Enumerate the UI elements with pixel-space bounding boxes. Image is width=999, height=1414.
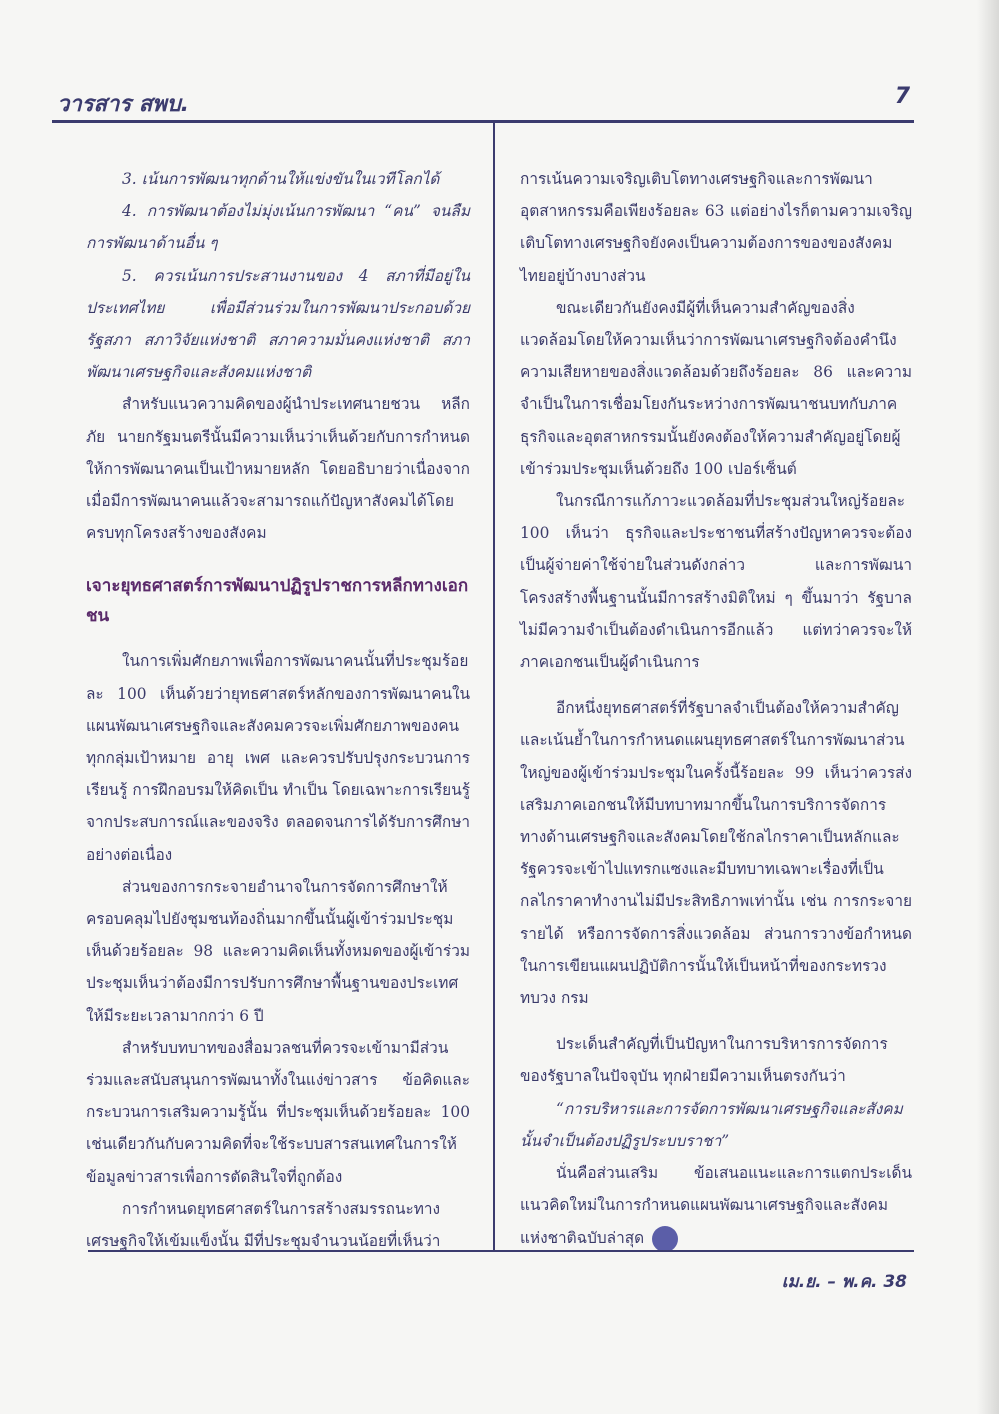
journal-title: วารสาร สพบ. bbox=[57, 92, 190, 117]
closing-paragraph bbox=[520, 1157, 912, 1254]
column-divider bbox=[493, 120, 495, 1250]
list-item: 4. การพัฒนาต้องไม่มุ่งเน้นการพัฒนา “คน” จนลืมการพัฒนาด้านอื่น ๆ bbox=[86, 202, 470, 253]
paragraph: ส่วนของการกระจายอำนาจในการจัดการศึกษาให้ครอบคลุมไปยังชุมชนท้องถิ่นมากขึ้นนั้นผู้เข้าร่วมประชุมเห็นด้วยร้อยละ 98 และความคิดเห็นทั้งหมดของผู้เข้าร่วมประชุมเห็นว่าต้องมีการปรับการศึกษาพื้นฐานของประเทศให้มีระยะเวลามากกว่า 6 ปี bbox=[86, 877, 470, 1025]
paragraph: สำหรับบทบาทของสื่อมวลชนที่ควรจะเข้ามามีส่วนร่วมและสนับสนุนการพัฒนาทั้งในแง่ข่าวสาร ข้อคิดและกระบวนการเสริมความรู้นั้น ที่ประชุมเห็นด้วยร้อยละ 100 เช่นเดียวกันกับความคิดที่จะใช้ระบบสารสนเทศในการให้ข้อมูลข่าวสารเพื่อการตัดสินใจที่ถูกต้อง bbox=[86, 1038, 470, 1186]
closing-text: นั่นคือส่วนเสริม ข้อเสนอแนะและการแตกประเด็นแนวคิดใหม่ในการกำหนดแผนพัฒนาเศรษฐกิจและสังคมแห่งชาติฉบับล่าสุด bbox=[520, 1164, 912, 1247]
paragraph: ในกรณีการแก้ภาวะแวดล้อมที่ประชุมส่วนใหญ่ร้อยละ 100 เห็นว่า ธุรกิจและประชาชนที่สร้างปัญหาควรจะต้องเป็นผู้จ่ายค่าใช้จ่ายในส่วนดังกล่าว และการพัฒนาโครงสร้างพื้นฐานนั้นมีการสร้างมิติใหม่ ๆ ขึ้นมาว่า รัฐบาลไม่มีความจำเป็นต้องดำเนินการอีกแล้ว แต่ทว่าควรจะให้ภาคเอกชนเป็นผู้ดำเนินการ bbox=[520, 492, 912, 672]
paragraph-gap bbox=[520, 678, 912, 692]
paragraph-gap bbox=[520, 1014, 912, 1028]
issue-date: เม.ย. – พ.ค. 38 bbox=[781, 1272, 907, 1292]
list-item: 5. ควรเน้นการประสานงานของ 4 สภาที่มีอยู่ในประเทศไทย เพื่อมีส่วนร่วมในการพัฒนาประกอบด้วย รัฐสภา สภาวิจัยแห่งชาติ สภาความมั่นคงแห่งชาติ สภาพัฒนาเศรษฐกิจและสังคมแห่งชาติ bbox=[86, 266, 470, 382]
section-heading: เจาะยุทธศาสตร์การพัฒนาปฏิรูปราชการหลีกทางเอกชน bbox=[86, 576, 469, 627]
paragraph: การเน้นความเจริญเติบโตทางเศรษฐกิจและการพัฒนาอุตสาหกรรมคือเพียงร้อยละ 63 แต่อย่างไรก็ตามความเจริญเติบโตทางเศรษฐกิจยังคงเป็นความต้องการของของสังคมไทยอยู่บ้างบางส่วน bbox=[520, 170, 912, 285]
paragraph: อีกหนึ่งยุทธศาสตร์ที่รัฐบาลจำเป็นต้องให้ความสำคัญและเน้นย้ำในการกำหนดแผนยุทธศาสตร์ในการพัฒนาส่วนใหญ่ของผู้เข้าร่วมประชุมในครั้งนี้ร้อยละ 99 เห็นว่าควรส่งเสริมภาคเอกชนให้มีบทบาทมากขึ้นในการบริการจัดการทางด้านเศรษฐกิจและสังคมโดยใช้กลไกราคาเป็นหลักและรัฐควรจะเข้าไปแทรกแซงและมีบทบาทเฉพาะเรื่องที่เป็นกลไกราคาทำงานไม่มีประสิทธิภาพเท่านั้น เช่น การกระจายรายได้ หรือการจัดการสิ่งแวดล้อม ส่วนการวางข้อกำหนดในการเขียนแผนปฏิบัติการนั้นให้เป็นหน้าที่ของกระทรวง ทบวง กรม bbox=[520, 699, 912, 1008]
page-header bbox=[52, 86, 912, 118]
left-column bbox=[86, 163, 470, 1257]
list-item: 3. เน้นการพัฒนาทุกด้านให้แข่งขันในเวทีโลกได้ bbox=[122, 170, 440, 188]
paragraph: การกำหนดยุทธศาสตร์ในการสร้างสมรรถนะทางเศรษฐกิจให้เข้มแข็งนั้น มีที่ประชุมจำนวนน้อยที่เห็นว่า bbox=[86, 1199, 441, 1251]
right-column bbox=[520, 163, 912, 1254]
header-rule bbox=[52, 120, 914, 123]
footer-rule bbox=[88, 1250, 914, 1252]
paragraph: ประเด็นสำคัญที่เป็นปัญหาในการบริหารการจัดการของรัฐบาลในปัจจุบัน ทุกฝ่ายมีความเห็นตรงกันว่า bbox=[520, 1035, 888, 1086]
pull-quote: “การบริหารและการจัดการพัฒนาเศรษฐกิจและสังคมนั้นจำเป็นต้องปฏิรูประบบราชา” bbox=[520, 1099, 903, 1150]
paragraph: สำหรับแนวความคิดของผู้นำประเทศนายชวน หลีกภัย นายกรัฐมนตรีนั้นมีความเห็นว่าเห็นด้วยกับการกำหนดให้การพัฒนาคนเป็นเป้าหมายหลัก โดยอธิบายว่าเนื่องจากเมื่อมีการพัฒนาคนแล้วจะสามารถแก้ปัญหาสังคมได้โดยครบทุกโครงสร้างของสังคม bbox=[86, 395, 470, 543]
page-edge-shadow bbox=[977, 0, 999, 1414]
paragraph: ขณะเดียวกันยังคงมีผู้ที่เห็นความสำคัญของสิ่งแวดล้อมโดยให้ความเห็นว่าการพัฒนาเศรษฐกิจต้องคำนึงความเสียหายของสิ่งแวดล้อมด้วยถึงร้อยละ 86 และความจำเป็นในการเชื่อมโยงกันระหว่างการพัฒนาชนบทกับภาคธุรกิจและอุตสาหกรรมนั้นยังคงต้องให้ความสำคัญอยู่โดยผู้เข้าร่วมประชุมเห็นด้วยถึง 100 เปอร์เซ็นต์ bbox=[520, 298, 912, 478]
end-of-article-icon bbox=[652, 1226, 678, 1252]
page-number: 7 bbox=[894, 84, 910, 109]
paragraph: ในการเพิ่มศักยภาพเพื่อการพัฒนาคนนั้นที่ประชุมร้อยละ 100 เห็นด้วยว่ายุทธศาสตร์หลักของการพัฒนาคนในแผนพัฒนาเศรษฐกิจและสังคมควรจะเพิ่มศักยภาพของคนทุกกลุ่มเป้าหมาย อายุ เพศ และควรปรับปรุงกระบวนการเรียนรู้ การฝึกอบรมให้คิดเป็น ทำเป็น โดยเฉพาะการเรียนรู้จากประสบการณ์และของจริง ตลอดจนการได้รับการศึกษาอย่างต่อเนื่อง bbox=[86, 652, 470, 864]
